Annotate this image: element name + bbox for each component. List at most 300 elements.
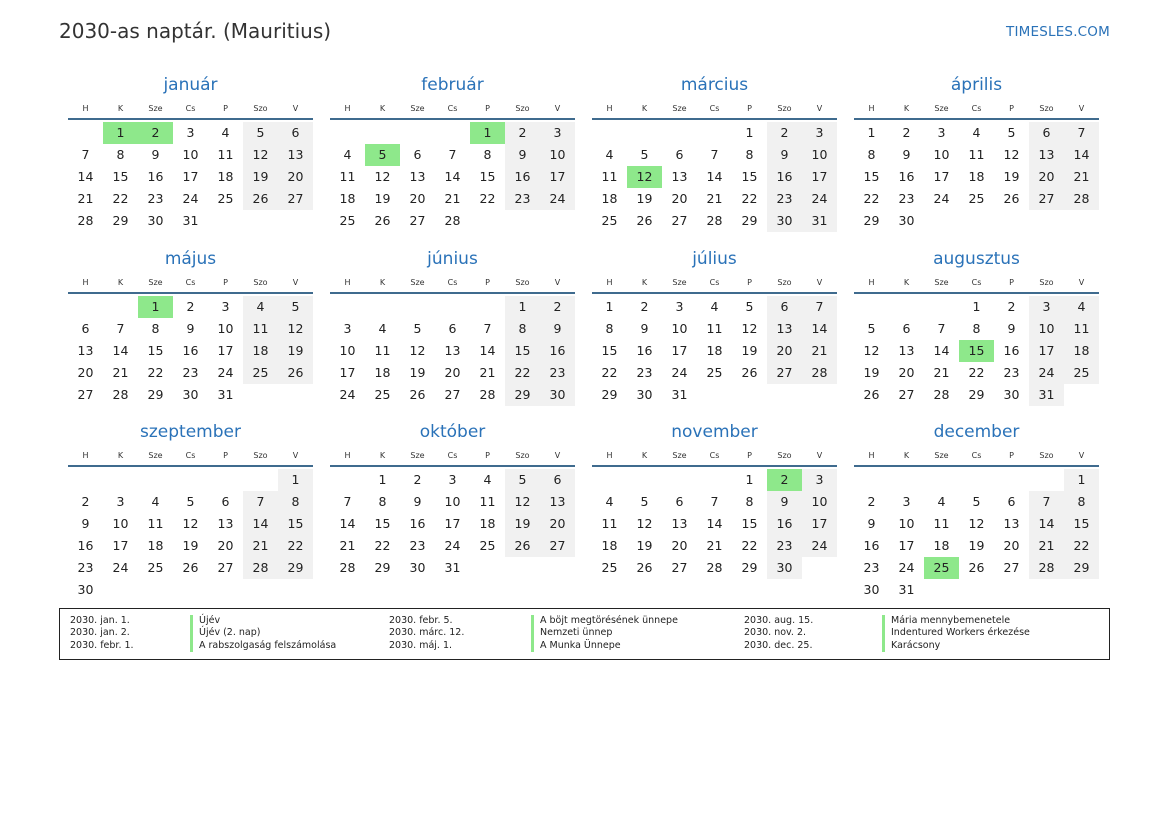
day-cell: 27 [671,213,688,228]
day-cell: 9 [151,147,160,162]
weekday-label: H [344,278,351,287]
day-cell: 4 [243,296,278,318]
day-cell: 29 [968,387,985,402]
holiday-legend [59,608,1110,660]
day-cell: 10 [933,147,950,162]
day-cell: 22 [112,191,129,206]
day-cell: 14 [706,516,723,531]
day-cell: 5 [745,299,754,314]
empty-cell [592,469,627,491]
days-grid [330,469,575,579]
legend-holiday-name: A rabszolgaság felszámolása [190,640,336,652]
empty-cell [103,296,138,318]
day-cell: 24 [339,387,356,402]
weekday-label: V [816,104,823,113]
day-cell: 20 [409,191,426,206]
empty-cell [68,469,103,491]
day-cell: 5 [972,494,981,509]
day-cell: 10 [898,516,915,531]
day-cell: 29 [374,560,391,575]
day-cell: 7 [802,296,837,318]
weekday-label: Cs [709,278,720,287]
day-cell: 12 [636,516,653,531]
day-cell: 1 [745,125,754,140]
empty-cell [959,469,994,491]
day-cell: 20 [278,166,313,188]
day-cell: 30 [863,582,880,597]
day-cell: 19 [636,191,653,206]
holiday-day-cell: 25 [924,557,959,579]
day-cell: 14 [1029,513,1064,535]
legend-holiday-name: Újév [190,615,336,627]
empty-cell [1029,469,1064,491]
legend-holiday-name: A böjt megtörésének ünnepe [531,615,678,627]
day-cell: 1 [278,469,313,491]
days-grid [854,469,1099,601]
weekday-label: Cs [447,278,458,287]
day-cell: 22 [278,535,313,557]
day-cell: 26 [409,387,426,402]
day-cell: 25 [1064,362,1099,384]
day-cell: 7 [483,321,492,336]
day-cell: 23 [1003,365,1020,380]
weekday-label: Cs [971,451,982,460]
day-cell: 11 [601,516,618,531]
day-cell: 25 [479,538,496,553]
weekday-label: Sze [934,451,949,460]
days-grid [330,296,575,406]
day-cell: 13 [898,343,915,358]
day-cell: 28 [339,560,356,575]
day-cell: 7 [81,147,90,162]
weekday-label: K [379,104,386,113]
weekday-label: K [641,278,648,287]
day-cell: 26 [636,213,653,228]
day-cell: 8 [972,321,981,336]
day-cell: 30 [1003,387,1020,402]
days-grid [592,122,837,232]
day-cell: 20 [1003,538,1020,553]
day-cell: 10 [112,516,129,531]
day-cell: 16 [182,343,199,358]
day-cell: 4 [221,125,230,140]
day-cell: 15 [863,169,880,184]
month-name: február [421,75,484,95]
weekday-label: Szo [253,278,268,287]
day-cell: 16 [636,343,653,358]
day-cell: 29 [505,384,540,406]
day-cell: 21 [1064,166,1099,188]
legend-holiday-name: Nemzeti ünnep [531,627,678,639]
day-cell: 10 [1029,318,1064,340]
day-cell: 4 [710,299,719,314]
day-cell: 10 [182,147,199,162]
day-cell: 13 [671,169,688,184]
empty-cell [697,469,732,491]
day-cell: 4 [605,147,614,162]
day-cell: 16 [540,340,575,362]
empty-cell [994,469,1029,491]
day-cell: 16 [147,169,164,184]
day-cell: 22 [1064,535,1099,557]
day-cell: 12 [968,516,985,531]
day-cell: 1 [972,299,981,314]
day-cell: 27 [444,387,461,402]
day-cell: 24 [444,538,461,553]
holiday-day-cell: 5 [365,144,400,166]
day-cell: 4 [1064,296,1099,318]
empty-cell [662,469,697,491]
legend-dates-col-2 [389,615,464,652]
weekday-label: Szo [1039,278,1054,287]
day-cell: 23 [182,365,199,380]
site-link[interactable]: TIMESLES.COM [1006,24,1110,40]
day-cell: 27 [77,387,94,402]
legend-date: 2030. jan. 1. [70,615,130,626]
legend-names-col-1 [190,615,336,652]
day-cell: 11 [374,343,391,358]
day-cell: 6 [902,321,911,336]
day-cell: 20 [898,365,915,380]
day-cell: 11 [706,321,723,336]
day-cell: 27 [767,362,802,384]
day-cell: 5 [505,469,540,491]
day-cell: 26 [182,560,199,575]
day-cell: 29 [863,213,880,228]
day-cell: 18 [1064,340,1099,362]
weekday-label: P [747,278,752,287]
empty-cell [627,122,662,144]
weekday-label: K [117,104,124,113]
weekday-label: V [554,278,561,287]
weekday-label: Sze [410,451,425,460]
day-cell: 17 [898,538,915,553]
day-cell: 14 [339,516,356,531]
day-cell: 8 [605,321,614,336]
day-cell: 8 [745,147,754,162]
weekday-label: K [117,451,124,460]
weekday-label: K [379,451,386,460]
weekday-label: P [1009,104,1014,113]
day-cell: 22 [374,538,391,553]
day-cell: 29 [147,387,164,402]
weekday-label: Cs [971,104,982,113]
day-cell: 22 [505,362,540,384]
day-cell: 26 [968,560,985,575]
day-cell: 23 [147,191,164,206]
day-cell: 27 [671,560,688,575]
day-cell: 15 [601,343,618,358]
weekday-label: P [485,104,490,113]
day-cell: 15 [741,169,758,184]
day-cell: 28 [479,387,496,402]
day-cell: 16 [898,169,915,184]
empty-cell [330,122,365,144]
day-cell: 19 [968,538,985,553]
day-cell: 25 [147,560,164,575]
day-cell: 18 [243,340,278,362]
empty-cell [470,296,505,318]
day-cell: 21 [444,191,461,206]
day-cell: 9 [540,318,575,340]
empty-cell [400,122,435,144]
day-cell: 30 [147,213,164,228]
day-cell: 30 [767,557,802,579]
day-cell: 17 [339,365,356,380]
day-cell: 15 [374,516,391,531]
day-cell: 4 [972,125,981,140]
day-cell: 14 [1064,144,1099,166]
weekday-label: H [868,104,875,113]
day-cell: 16 [1003,343,1020,358]
weekday-label: P [1009,451,1014,460]
legend-date: 2030. márc. 12. [389,627,465,639]
day-cell: 14 [243,513,278,535]
day-cell: 13 [1029,144,1064,166]
day-cell: 10 [339,343,356,358]
day-cell: 21 [706,538,723,553]
weekday-label: P [747,104,752,113]
day-cell: 20 [540,513,575,535]
day-cell: 28 [444,213,461,228]
weekday-header [592,102,837,120]
days-grid [854,296,1099,406]
day-cell: 19 [1003,169,1020,184]
day-cell: 16 [505,166,540,188]
day-cell: 31 [217,387,234,402]
day-cell: 17 [182,169,199,184]
empty-cell [365,122,400,144]
day-cell: 24 [898,560,915,575]
day-cell: 9 [186,321,195,336]
day-cell: 25 [374,387,391,402]
empty-cell [330,296,365,318]
day-cell: 6 [1029,122,1064,144]
day-cell: 23 [77,560,94,575]
weekday-label: Cs [185,104,196,113]
weekday-label: Cs [709,451,720,460]
day-cell: 24 [217,365,234,380]
day-cell: 12 [278,318,313,340]
day-cell: 7 [243,491,278,513]
day-cell: 14 [933,343,950,358]
weekday-header [330,102,575,120]
month-block [854,74,1099,232]
day-cell: 2 [767,122,802,144]
day-cell: 17 [1029,340,1064,362]
day-cell: 15 [505,340,540,362]
day-cell: 23 [409,538,426,553]
empty-cell [662,122,697,144]
day-cell: 9 [1007,321,1016,336]
day-cell: 28 [77,213,94,228]
day-cell: 13 [444,343,461,358]
day-cell: 5 [640,494,649,509]
day-cell: 11 [147,516,164,531]
day-cell: 12 [741,321,758,336]
day-cell: 10 [540,144,575,166]
weekday-label: Szo [1039,104,1054,113]
day-cell: 22 [479,191,496,206]
day-cell: 21 [1029,535,1064,557]
weekday-label: V [554,104,561,113]
days-grid [592,296,837,406]
weekday-label: V [816,451,823,460]
day-cell: 24 [802,535,837,557]
day-cell: 29 [741,560,758,575]
day-cell: 5 [243,122,278,144]
weekday-label: Cs [447,104,458,113]
day-cell: 25 [243,362,278,384]
day-cell: 22 [741,191,758,206]
day-cell: 26 [278,362,313,384]
day-cell: 3 [116,494,125,509]
day-cell: 21 [243,535,278,557]
holiday-day-cell: 2 [138,122,173,144]
day-cell: 22 [601,365,618,380]
weekday-label: H [82,278,89,287]
day-cell: 25 [706,365,723,380]
day-cell: 2 [505,122,540,144]
legend-date: 2030. febr. 1. [70,639,134,651]
weekday-label: Szo [777,278,792,287]
day-cell: 6 [767,296,802,318]
empty-cell [68,296,103,318]
empty-cell [365,296,400,318]
weekday-header [592,276,837,294]
day-cell: 13 [217,516,234,531]
legend-date: 2030. febr. 5. [389,615,453,626]
day-cell: 19 [374,191,391,206]
day-cell: 18 [374,365,391,380]
day-cell: 1 [378,472,387,487]
day-cell: 6 [81,321,90,336]
day-cell: 10 [217,321,234,336]
day-cell: 22 [863,191,880,206]
day-cell: 14 [479,343,496,358]
legend-holiday-name: Karácsony [882,640,1030,652]
empty-cell [924,296,959,318]
legend-date: 2030. jan. 2. [70,627,130,639]
day-cell: 17 [933,169,950,184]
day-cell: 9 [767,491,802,513]
weekday-header [330,276,575,294]
empty-cell [889,469,924,491]
weekday-label: Sze [148,278,163,287]
month-name: szeptember [140,422,241,442]
day-cell: 25 [968,191,985,206]
weekday-label: V [292,104,299,113]
day-cell: 3 [802,122,837,144]
holiday-day-cell: 2 [767,469,802,491]
month-name: október [419,422,486,442]
weekday-label: P [485,278,490,287]
day-cell: 1 [867,125,876,140]
day-cell: 22 [741,538,758,553]
day-cell: 20 [671,191,688,206]
day-cell: 15 [1064,513,1099,535]
day-cell: 5 [640,147,649,162]
days-grid [68,469,313,601]
weekday-label: P [223,278,228,287]
day-cell: 15 [112,169,129,184]
month-name: augusztus [933,249,1020,269]
legend-date: 2030. nov. 2. [744,627,807,639]
weekday-label: Sze [672,451,687,460]
legend-holiday-name: Indentured Workers érkezése [882,627,1030,639]
day-cell: 16 [767,166,802,188]
day-cell: 23 [767,535,802,557]
day-cell: 24 [802,188,837,210]
day-cell: 3 [221,299,230,314]
day-cell: 13 [278,144,313,166]
weekday-label: Szo [777,104,792,113]
day-cell: 3 [540,122,575,144]
weekday-label: Sze [934,104,949,113]
empty-cell [138,469,173,491]
day-cell: 25 [601,560,618,575]
day-cell: 28 [933,387,950,402]
weekday-label: H [606,104,613,113]
day-cell: 22 [968,365,985,380]
weekday-header [854,276,1099,294]
day-cell: 4 [937,494,946,509]
weekday-label: K [641,451,648,460]
day-cell: 17 [802,166,837,188]
days-grid [330,122,575,232]
day-cell: 19 [409,365,426,380]
weekday-label: Szo [515,451,530,460]
day-cell: 19 [243,166,278,188]
weekday-label: V [554,451,561,460]
month-block [330,421,575,579]
day-cell: 2 [902,125,911,140]
day-cell: 8 [116,147,125,162]
day-cell: 30 [898,213,915,228]
day-cell: 28 [1029,557,1064,579]
day-cell: 31 [671,387,688,402]
weekday-label: P [223,104,228,113]
weekday-label: H [82,451,89,460]
day-cell: 23 [540,362,575,384]
weekday-label: Sze [148,451,163,460]
day-cell: 6 [540,469,575,491]
day-cell: 9 [81,516,90,531]
weekday-label: P [223,451,228,460]
empty-cell [173,469,208,491]
legend-date: 2030. aug. 15. [744,615,814,626]
month-block [592,421,837,579]
day-cell: 28 [706,213,723,228]
weekday-label: P [485,451,490,460]
weekday-header [854,449,1099,467]
day-cell: 21 [933,365,950,380]
day-cell: 11 [243,318,278,340]
month-name: július [692,249,737,269]
day-cell: 12 [409,343,426,358]
weekday-label: H [606,278,613,287]
day-cell: 26 [1003,191,1020,206]
day-cell: 6 [675,147,684,162]
weekday-label: V [292,451,299,460]
day-cell: 4 [605,494,614,509]
day-cell: 1 [605,299,614,314]
weekday-label: Sze [672,104,687,113]
empty-cell [330,469,365,491]
day-cell: 24 [112,560,129,575]
weekday-label: P [1009,278,1014,287]
day-cell: 10 [802,144,837,166]
